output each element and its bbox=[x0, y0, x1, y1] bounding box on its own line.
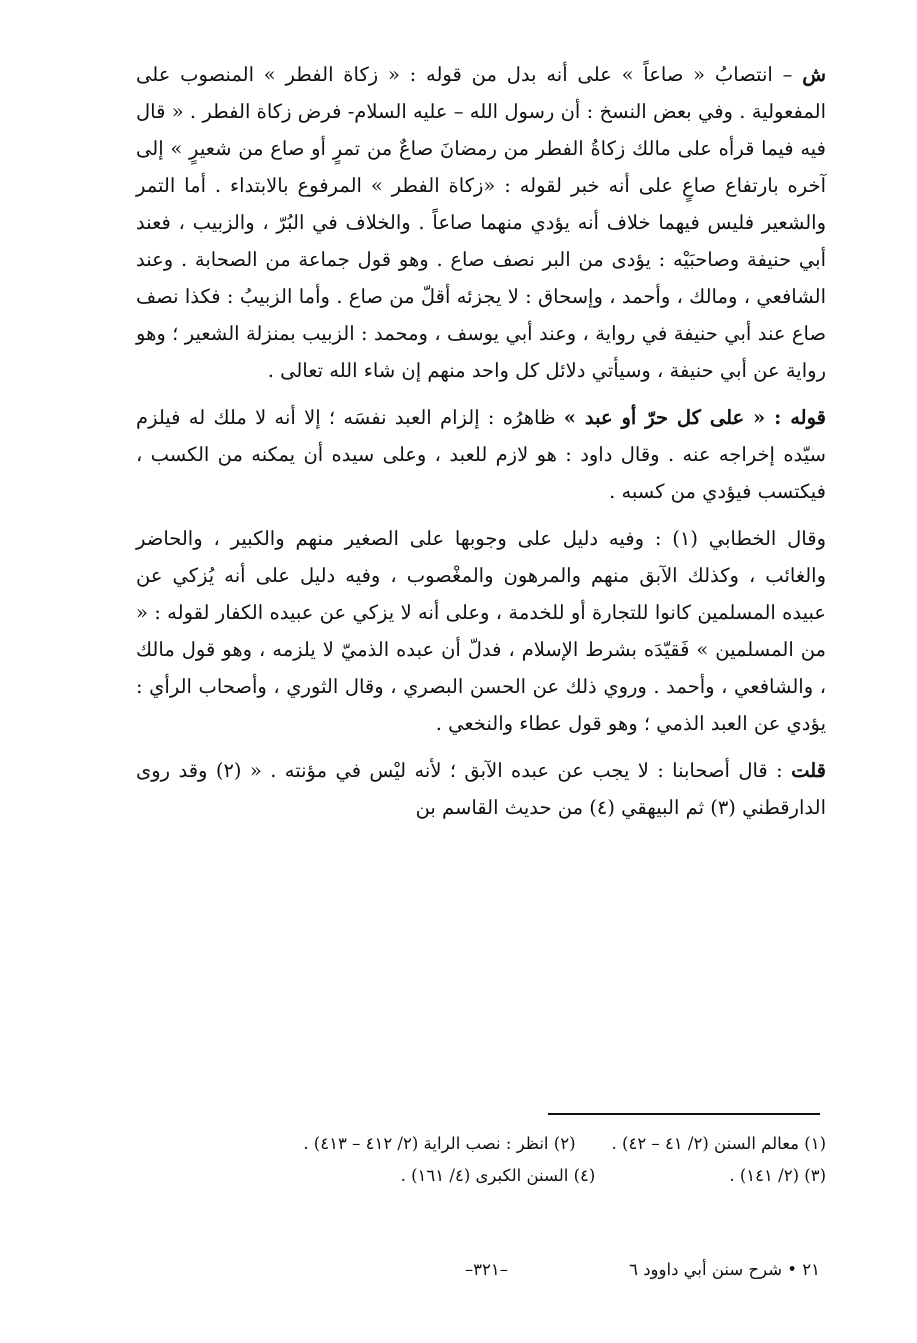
footnote-row bbox=[136, 1128, 826, 1160]
footnote-3: (٣) (٢/ ١٤١) . bbox=[729, 1166, 826, 1185]
footnote-4: (٤) السنن الكبرى (٤/ ١٦١) . bbox=[400, 1166, 596, 1185]
footnote-2: (٢) انظر : نصب الراية (٢/ ٤١٢ – ٤١٣) . bbox=[303, 1134, 576, 1153]
paragraph-3-text: وقال الخطابي (١) : وفيه دليل على وجوبها على الصغير منهم والكبير ، والحاضر والغائب ، وكذلك الآبق منهم والمرهون والمغْصوب ، وفيه دليل على أنه يُزكي عن عبيده المسلمين كانوا للتجارة أو للخدمة ، وعلى أنه لا يزكي عن عبيده الكفار لقوله : « من المسلمين » فَقيّدَه بشرط الإسلام ، فدلّ أن عبده الذميّ لا يلزمه ، وهو قول مالك ، والشافعي ، وأحمد . وروي ذلك عن الحسن البصري ، وقال الثوري ، وأصحاب الرأي : يؤدي عن العبد الذمي ؛ وهو قول عطاء والنخعي . bbox=[136, 527, 826, 735]
paragraph-2-lead: قوله : « على كل حرّ أو عبد » bbox=[563, 406, 826, 429]
paragraph-4 bbox=[136, 752, 826, 826]
paragraph-2 bbox=[136, 399, 826, 510]
paragraph-1 bbox=[136, 56, 826, 389]
page-footer bbox=[136, 1260, 826, 1294]
footnote-row bbox=[136, 1160, 826, 1192]
book-title: ٢١ • شرح سنن أبي داوود ٦ bbox=[629, 1260, 820, 1279]
footnote-1: (١) معالم السنن (٢/ ٤١ – ٤٢) . bbox=[611, 1134, 826, 1153]
paragraph-3 bbox=[136, 520, 826, 742]
footnotes bbox=[136, 1128, 826, 1192]
paragraph-1-text: – انتصابُ « صاعاً » على أنه بدل من قوله : « زكاة الفطر » المنصوب على المفعولية . وفي بعض النسخ : أن رسول الله – عليه السلام- فرض زكاة الفطر . « قال فيه فيما قرأه على مالك زكاةُ الفطر من رمضانَ صاعٌ من تمرٍ أو صاع من شعيرٍ » إلى آخره بارتفاع صاعٍ على أنه خبر لقوله : «زكاة الفطر » المرفوع بالابتداء . أما التمر والشعير فليس فيهما خلاف أنه يؤدي منهما صاعاً . والخلاف في البُرّ ، والزبيب ، فعند أبي حنيفة وصاحبَيْه : يؤدى من البر نصف صاع . وهو قول جماعة من الصحابة . وعند الشافعي ، ومالك ، وأحمد ، وإسحاق : لا يجزئه أقلّ من صاع . وأما الزبيبُ : فكذا نصف صاع عند أبي حنيفة في رواية ، وعند أبي يوسف ، ومحمد : الزبيب بمنزلة الشعير ؛ وهو رواية عن أبي حنيفة ، وسيأتي دلائل كل واحد منهم إن شاء الله تعالى . bbox=[136, 63, 826, 382]
footnote-separator bbox=[548, 1113, 820, 1115]
paragraph-4-text: : قال أصحابنا : لا يجب عن عبده الآبق ؛ لأنه ليْس في مؤنته . « (٢) وقد روى الدارقطني (٣) ثم البيهقي (٤) من حديث القاسم بن bbox=[136, 759, 826, 819]
page-number: –٣٢١– bbox=[464, 1260, 508, 1279]
main-text bbox=[136, 56, 826, 826]
paragraph-2-text: ظاهرُه : إلزام العبد نفسَه ؛ إلا أنه لا ملك له فيلزم سيّده إخراجه عنه . وقال داود : هو لازم للعبد ، وعلى سيده أن يمكنه من الكسب ، فيكتسب فيؤدي من كسبه . bbox=[136, 406, 826, 503]
paragraph-1-lead: ش bbox=[802, 63, 826, 86]
paragraph-4-lead: قلت bbox=[791, 759, 827, 782]
